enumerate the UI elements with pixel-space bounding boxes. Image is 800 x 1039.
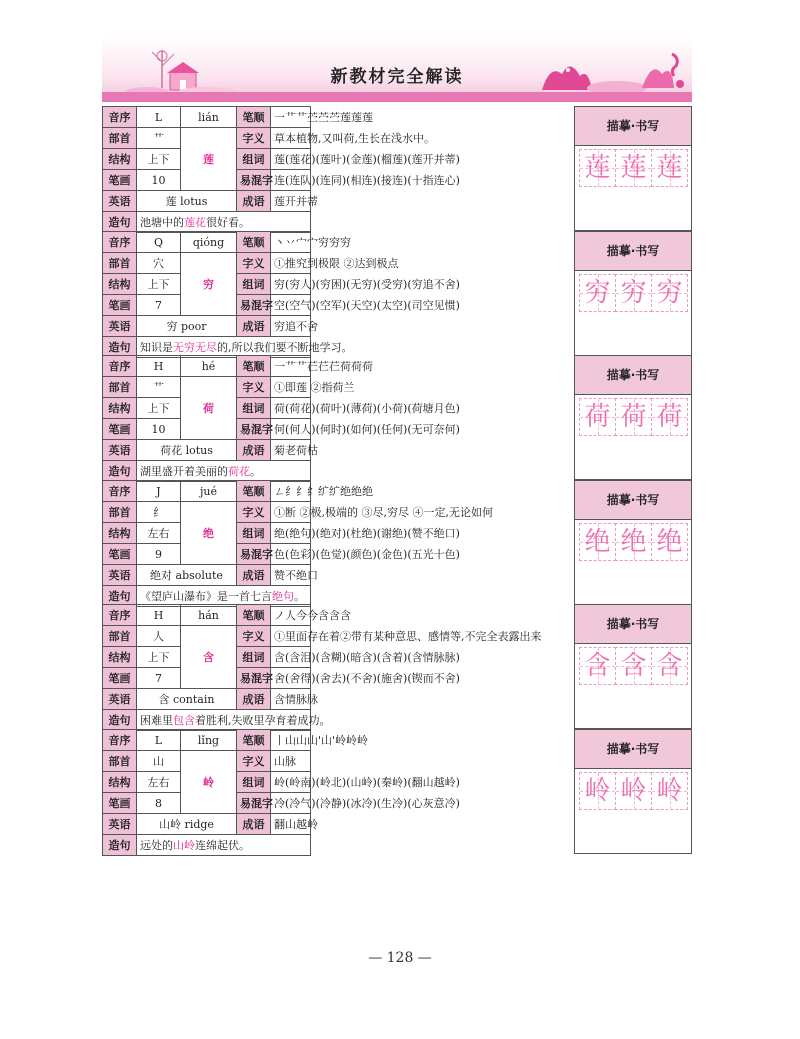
practice-cell[interactable]	[651, 398, 688, 436]
label-radical: 部首	[103, 377, 137, 398]
trace-character: 岭	[584, 776, 611, 806]
label-words: 组词	[237, 647, 271, 668]
radical-value: 纟	[137, 502, 181, 523]
practice-cell[interactable]	[579, 274, 616, 312]
page-title: 新教材完全解读	[330, 67, 464, 87]
label-order: 音序	[103, 730, 137, 751]
idiom-value: 莲开并蒂	[271, 191, 311, 212]
label-radical: 部首	[103, 626, 137, 647]
label-meaning: 字义	[237, 253, 271, 274]
order-value: L	[137, 107, 181, 128]
example-sentence	[137, 835, 311, 856]
entry-table	[102, 106, 574, 233]
label-order: 音序	[103, 481, 137, 502]
label-sentence: 造句	[103, 710, 137, 731]
order-value: J	[137, 481, 181, 502]
label-stroke-order: 笔顺	[237, 107, 271, 128]
order-value: L	[137, 730, 181, 751]
english-value: 含 contain	[137, 689, 237, 710]
trace-character: 绝	[620, 527, 647, 557]
sentence-text: 《望庐山瀑布》是一首七言	[140, 590, 272, 603]
label-confusable: 易混字	[237, 170, 271, 191]
label-order: 音序	[103, 107, 137, 128]
practice-box	[574, 729, 692, 854]
label-strokes: 笔画	[103, 170, 137, 191]
practice-cell[interactable]	[615, 523, 652, 561]
sentence-highlight: 绝句	[272, 590, 294, 603]
big-character: 含	[181, 626, 237, 689]
label-radical: 部首	[103, 253, 137, 274]
label-structure: 结构	[103, 398, 137, 419]
practice-cell[interactable]	[651, 772, 688, 810]
label-confusable: 易混字	[237, 295, 271, 316]
label-stroke-order: 笔顺	[237, 481, 271, 502]
practice-box	[574, 231, 692, 356]
label-idiom: 成语	[237, 565, 271, 586]
radical-value: 人	[137, 626, 181, 647]
practice-box	[574, 106, 692, 231]
label-words: 组词	[237, 149, 271, 170]
label-confusable: 易混字	[237, 544, 271, 565]
stroke-order-value: 一艹艹苎苎苎莲莲莲	[271, 107, 311, 128]
big-character: 穷	[181, 253, 237, 316]
big-character: 荷	[181, 377, 237, 440]
label-structure: 结构	[103, 149, 137, 170]
structure-value: 上下	[137, 647, 181, 668]
trace-character: 岭	[656, 776, 683, 806]
trace-character: 荷	[620, 402, 647, 432]
sentence-text: 。	[250, 465, 261, 478]
trace-character: 绝	[584, 527, 611, 557]
trace-character: 含	[620, 651, 647, 681]
meaning-value: ①里面存在着②带有某种意思、感情等,不完全表露出来	[271, 626, 311, 647]
pinyin-value: jué	[181, 481, 237, 502]
sentence-highlight: 包含	[173, 714, 195, 727]
entry-table	[102, 355, 574, 482]
idiom-value: 含情脉脉	[271, 689, 311, 710]
label-english: 英语	[103, 689, 137, 710]
label-stroke-order: 笔顺	[237, 730, 271, 751]
label-words: 组词	[237, 523, 271, 544]
label-sentence: 造句	[103, 337, 137, 358]
confusable-value: 冷(冷气)(冷静)(冰冷)(生冷)(心灰意冷)	[271, 793, 311, 814]
label-words: 组词	[237, 772, 271, 793]
meaning-value: 山脉	[271, 751, 311, 772]
sentence-highlight: 无穷无尽	[173, 341, 217, 354]
label-strokes: 笔画	[103, 793, 137, 814]
entry-table	[102, 480, 574, 607]
structure-value: 上下	[137, 274, 181, 295]
idiom-value: 菊老荷枯	[271, 440, 311, 461]
confusable-value: 舍(舍得)(舍去)(不舍)(施舍)(锲而不舍)	[271, 668, 311, 689]
confusable-value: 空(空气)(空军)(天空)(太空)(司空见惯)	[271, 295, 311, 316]
practice-cell[interactable]	[615, 149, 652, 187]
practice-cell[interactable]	[579, 523, 616, 561]
order-value: H	[137, 605, 181, 626]
strokes-value: 7	[137, 295, 181, 316]
label-english: 英语	[103, 440, 137, 461]
stroke-order-value: ノ人今今含含含	[271, 605, 311, 626]
label-meaning: 字义	[237, 377, 271, 398]
trace-character: 含	[656, 651, 683, 681]
trace-character: 岭	[620, 776, 647, 806]
words-value: 岭(岭南)(岭北)(山岭)(秦岭)(翻山越岭)	[271, 772, 311, 793]
label-confusable: 易混字	[237, 793, 271, 814]
words-value: 含(含泪)(含糊)(暗含)(含着)(含情脉脉)	[271, 647, 311, 668]
english-value: 荷花 lotus	[137, 440, 237, 461]
practice-cell[interactable]	[651, 274, 688, 312]
label-sentence: 造句	[103, 212, 137, 233]
label-english: 英语	[103, 191, 137, 212]
label-english: 英语	[103, 814, 137, 835]
stroke-order-value: 丨山山山'山'岭岭岭	[271, 730, 311, 751]
idiom-value: 穷追不舍	[271, 316, 311, 337]
trace-character: 莲	[620, 153, 647, 183]
practice-grid	[579, 398, 687, 434]
practice-heading: 描摹·书写	[575, 232, 691, 271]
trace-character: 穷	[584, 278, 611, 308]
trace-character: 绝	[656, 527, 683, 557]
practice-cell[interactable]	[615, 398, 652, 436]
strokes-value: 10	[137, 419, 181, 440]
example-sentence	[137, 710, 331, 731]
words-value: 穷(穷人)(穷困)(无穷)(受穷)(穷追不舍)	[271, 274, 311, 295]
label-idiom: 成语	[237, 316, 271, 337]
practice-grid	[579, 647, 687, 683]
confusable-value: 连(连队)(连同)(相连)(接连)(十指连心)	[271, 170, 311, 191]
order-value: H	[137, 356, 181, 377]
practice-cell[interactable]	[579, 647, 616, 685]
label-idiom: 成语	[237, 440, 271, 461]
label-meaning: 字义	[237, 626, 271, 647]
stroke-order-value: ㄥ纟纟纟纩纩绝绝绝	[271, 481, 311, 502]
pinyin-value: hé	[181, 356, 237, 377]
trace-character: 含	[584, 651, 611, 681]
radical-value: 艹	[137, 377, 181, 398]
label-confusable: 易混字	[237, 668, 271, 689]
practice-cell[interactable]	[651, 647, 688, 685]
sentence-text: 知识是	[140, 341, 173, 354]
practice-grid	[579, 523, 687, 559]
sentence-text: 着胜利,失败里孕育着成功。	[195, 714, 331, 727]
practice-cell[interactable]	[615, 647, 652, 685]
label-idiom: 成语	[237, 814, 271, 835]
example-sentence	[137, 212, 311, 233]
practice-cell[interactable]	[651, 149, 688, 187]
meaning-value: 草本植物,又叫荷,生长在浅水中。	[271, 128, 311, 149]
label-stroke-order: 笔顺	[237, 605, 271, 626]
sentence-text: 池塘中的	[140, 216, 184, 229]
entry-table	[102, 604, 574, 731]
sentence-highlight: 莲花	[184, 216, 206, 229]
strokes-value: 9	[137, 544, 181, 565]
page-number: — 128 —	[368, 950, 432, 966]
label-english: 英语	[103, 316, 137, 337]
label-sentence: 造句	[103, 461, 137, 482]
idiom-value: 赞不绝口	[271, 565, 311, 586]
big-character: 绝	[181, 502, 237, 565]
sentence-text: 困难里	[140, 714, 173, 727]
practice-cell[interactable]	[615, 772, 652, 810]
label-structure: 结构	[103, 274, 137, 295]
practice-cell[interactable]	[651, 523, 688, 561]
label-sentence: 造句	[103, 835, 137, 856]
sentence-text: 远处的	[140, 839, 173, 852]
label-strokes: 笔画	[103, 544, 137, 565]
header-banner	[102, 36, 692, 102]
confusable-value: 何(何人)(何时)(如何)(任何)(无可奈何)	[271, 419, 311, 440]
trace-character: 莲	[656, 153, 683, 183]
label-radical: 部首	[103, 502, 137, 523]
pinyin-value: qióng	[181, 232, 237, 253]
pinyin-value: lǐng	[181, 730, 237, 751]
label-english: 英语	[103, 565, 137, 586]
order-value: Q	[137, 232, 181, 253]
english-value: 绝对 absolute	[137, 565, 237, 586]
sentence-text: 连绵起伏。	[195, 839, 250, 852]
trace-character: 莲	[584, 153, 611, 183]
structure-value: 上下	[137, 398, 181, 419]
meaning-value: ①断 ②极,极端的 ③尽,穷尽 ④一定,无论如何	[271, 502, 311, 523]
label-words: 组词	[237, 274, 271, 295]
practice-grid	[579, 149, 687, 185]
practice-grid	[579, 274, 687, 310]
meaning-value: ①即莲 ②指荷兰	[271, 377, 311, 398]
practice-box	[574, 480, 692, 605]
label-order: 音序	[103, 232, 137, 253]
trace-character: 荷	[584, 402, 611, 432]
idiom-value: 翻山越岭	[271, 814, 311, 835]
label-strokes: 笔画	[103, 295, 137, 316]
label-structure: 结构	[103, 647, 137, 668]
practice-cell[interactable]	[579, 149, 616, 187]
label-confusable: 易混字	[237, 419, 271, 440]
strokes-value: 10	[137, 170, 181, 191]
practice-heading: 描摹·书写	[575, 605, 691, 644]
practice-box	[574, 604, 692, 729]
practice-grid	[579, 772, 687, 808]
structure-value: 左右	[137, 523, 181, 544]
words-value: 绝(绝句)(绝对)(杜绝)(谢绝)(赞不绝口)	[271, 523, 311, 544]
radical-value: 艹	[137, 128, 181, 149]
sentence-text: 的,所以我们要不断地学习。	[217, 341, 353, 354]
sentence-text: 很好看。	[206, 216, 250, 229]
practice-heading: 描摹·书写	[575, 730, 691, 769]
confusable-value: 色(色彩)(色觉)(颜色)(金色)(五光十色)	[271, 544, 311, 565]
practice-box	[574, 355, 692, 480]
practice-heading: 描摹·书写	[575, 481, 691, 520]
big-character: 岭	[181, 751, 237, 814]
label-words: 组词	[237, 398, 271, 419]
label-sentence: 造句	[103, 586, 137, 607]
meaning-value: ①推究到极限 ②达到极点	[271, 253, 311, 274]
words-value: 莲(莲花)(莲叶)(金莲)(榴莲)(莲开并蒂)	[271, 149, 311, 170]
stroke-order-value: 丶丷宀宀穷穷穷	[271, 232, 311, 253]
practice-cell[interactable]	[615, 274, 652, 312]
label-radical: 部首	[103, 751, 137, 772]
sentence-text: 湖里盛开着美丽的	[140, 465, 228, 478]
label-structure: 结构	[103, 523, 137, 544]
structure-value: 上下	[137, 149, 181, 170]
english-value: 穷 poor	[137, 316, 237, 337]
english-value: 山岭 ridge	[137, 814, 237, 835]
practice-cell[interactable]	[579, 772, 616, 810]
label-idiom: 成语	[237, 191, 271, 212]
trace-character: 穷	[656, 278, 683, 308]
label-stroke-order: 笔顺	[237, 356, 271, 377]
label-meaning: 字义	[237, 502, 271, 523]
label-stroke-order: 笔顺	[237, 232, 271, 253]
pinyin-value: hán	[181, 605, 237, 626]
entry-table	[102, 729, 574, 856]
label-meaning: 字义	[237, 751, 271, 772]
words-value: 荷(荷花)(荷叶)(薄荷)(小荷)(荷塘月色)	[271, 398, 311, 419]
label-structure: 结构	[103, 772, 137, 793]
radical-value: 山	[137, 751, 181, 772]
label-radical: 部首	[103, 128, 137, 149]
structure-value: 左右	[137, 772, 181, 793]
strokes-value: 7	[137, 668, 181, 689]
stroke-order-value: 一艹艹芢芢芢荷荷荷	[271, 356, 311, 377]
english-value: 莲 lotus	[137, 191, 237, 212]
label-meaning: 字义	[237, 128, 271, 149]
label-order: 音序	[103, 356, 137, 377]
trace-character: 荷	[656, 402, 683, 432]
label-strokes: 笔画	[103, 419, 137, 440]
practice-cell[interactable]	[579, 398, 616, 436]
sentence-highlight: 荷花	[228, 465, 250, 478]
practice-heading: 描摹·书写	[575, 356, 691, 395]
entry-table	[102, 231, 574, 358]
practice-heading: 描摹·书写	[575, 107, 691, 146]
sentence-highlight: 山岭	[173, 839, 195, 852]
label-idiom: 成语	[237, 689, 271, 710]
trace-character: 穷	[620, 278, 647, 308]
strokes-value: 8	[137, 793, 181, 814]
pinyin-value: lián	[181, 107, 237, 128]
header-stripe	[102, 92, 692, 102]
example-sentence	[137, 461, 311, 482]
big-character: 莲	[181, 128, 237, 191]
sentence-text: 。	[294, 590, 305, 603]
radical-value: 穴	[137, 253, 181, 274]
label-strokes: 笔画	[103, 668, 137, 689]
label-order: 音序	[103, 605, 137, 626]
